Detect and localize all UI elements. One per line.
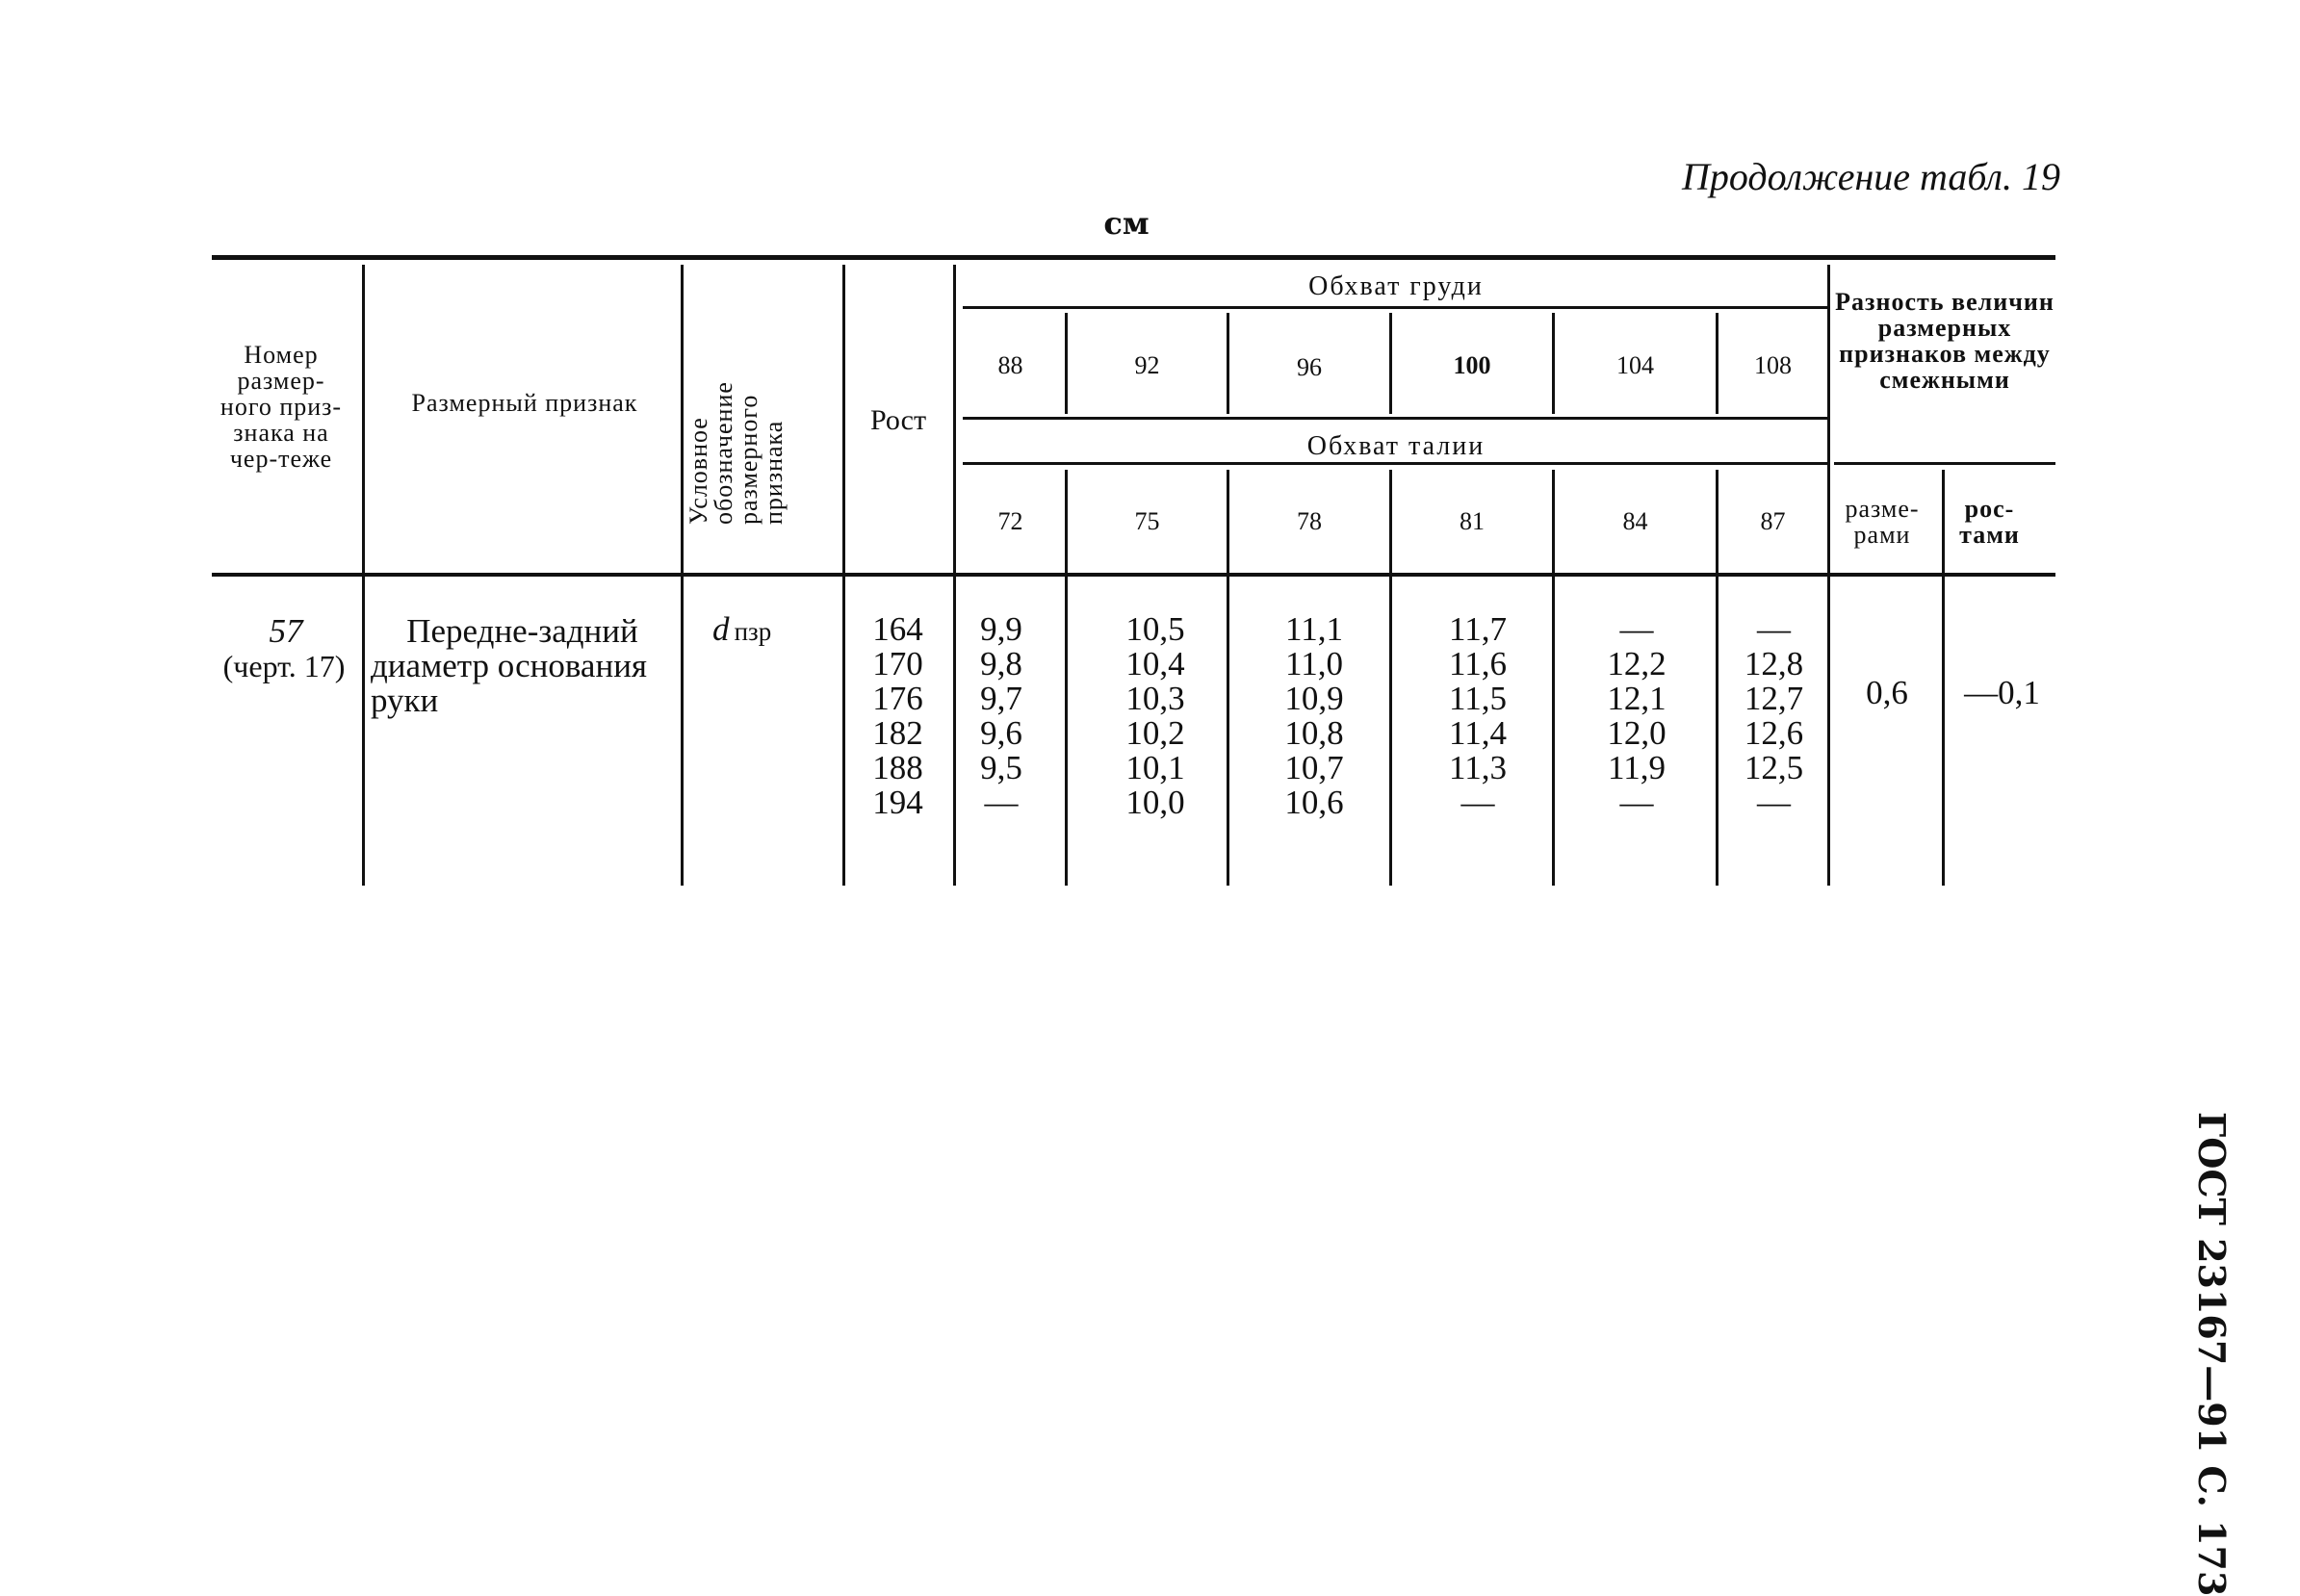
waist-value: 78	[1297, 507, 1322, 535]
feature-line: диаметр основания	[371, 647, 648, 684]
value-cell: —	[1619, 784, 1654, 821]
value-cell: 12,5	[1744, 749, 1804, 786]
value-cell: 12,2	[1607, 645, 1667, 682]
value-cell: —	[984, 784, 1019, 821]
value-cell: 11,7	[1449, 610, 1507, 648]
col-divider	[842, 265, 845, 886]
value-cell: 10,1	[1125, 749, 1185, 786]
value-cell: 11,0	[1285, 645, 1343, 682]
header-height: Рост	[869, 404, 927, 436]
height-value: 164	[872, 610, 923, 648]
value-cell: 10,4	[1125, 645, 1185, 682]
value-column-88	[963, 612, 1040, 820]
feature-line: Передне-задний	[406, 612, 638, 650]
diff-sizes-value: 0,6	[1866, 674, 1908, 711]
value-cell: 10,0	[1125, 784, 1185, 821]
chest-value: 88	[997, 351, 1023, 379]
value-cell: 11,5	[1449, 680, 1507, 717]
value-cell: 12,1	[1607, 680, 1667, 717]
value-column-92	[1107, 612, 1203, 820]
value-cell: 9,6	[980, 714, 1022, 752]
chest-value: 96	[1297, 353, 1322, 381]
height-values	[852, 612, 943, 820]
chest-value: 108	[1754, 351, 1792, 379]
header-diff-sizes: разме-рами	[1845, 495, 1920, 549]
value-cell: —	[1619, 610, 1654, 648]
symbol	[712, 612, 838, 647]
value-cell: —	[1757, 784, 1791, 821]
col-divider	[362, 265, 365, 886]
header-chest-label: Обхват груди	[1308, 271, 1484, 301]
header-number: Номер размер-ного приз-знака на чер-теже	[220, 341, 343, 473]
waist-rule	[963, 462, 1829, 465]
value-cell: 12,6	[1744, 714, 1804, 752]
value-column-108	[1728, 612, 1820, 820]
value-cell: 10,6	[1284, 784, 1344, 821]
row-number: 57	[269, 612, 303, 650]
value-cell: 9,9	[980, 610, 1022, 648]
waist-value: 75	[1134, 507, 1160, 535]
feature-line: руки	[371, 682, 439, 719]
height-value: 194	[872, 784, 923, 821]
diff-heights-value: —0,1	[1964, 674, 2040, 711]
value-cell: 12,7	[1744, 680, 1804, 717]
value-cell: 11,9	[1608, 749, 1666, 786]
value-column-104	[1589, 612, 1685, 820]
waist-value: 81	[1460, 507, 1485, 535]
value-cell: 9,5	[980, 749, 1022, 786]
height-value: 182	[872, 714, 923, 752]
value-column-100	[1430, 612, 1526, 820]
header-waist-label: Обхват талии	[1306, 431, 1486, 461]
chest-value: 92	[1134, 351, 1160, 379]
chest-value: 104	[1616, 351, 1654, 379]
value-cell: —	[1757, 610, 1791, 648]
value-cell: 10,8	[1284, 714, 1344, 752]
value-cell: 10,2	[1125, 714, 1185, 752]
header-symbol: Условное обозначение размерного признака	[685, 381, 788, 525]
waist-value: 72	[997, 507, 1023, 535]
header-difference: Разность величин размерных признаков между смежными	[1835, 288, 2054, 394]
value-column-96	[1266, 612, 1362, 820]
symbol-letter: d	[712, 610, 730, 648]
value-cell: 10,9	[1284, 680, 1344, 717]
diff-rule	[1834, 462, 2055, 465]
value-cell: 9,7	[980, 680, 1022, 717]
waist-value: 84	[1622, 507, 1648, 535]
value-cell: 11,3	[1449, 749, 1507, 786]
page-running-head: ГОСТ 23167—91 С. 173	[2190, 1112, 2234, 1596]
mid-rule	[963, 417, 1829, 420]
chest-value: 100	[1453, 351, 1491, 379]
header-diff-heights: рос-тами	[1959, 495, 2020, 549]
col-divider	[681, 265, 684, 886]
value-cell: 11,1	[1285, 610, 1343, 648]
height-value: 170	[872, 645, 923, 682]
height-value: 188	[872, 749, 923, 786]
value-cell: 12,0	[1607, 714, 1667, 752]
waist-value: 87	[1760, 507, 1786, 535]
col-divider	[1827, 265, 1830, 886]
value-cell: 10,3	[1125, 680, 1185, 717]
value-cell: —	[1460, 784, 1495, 821]
unit-label: см	[1103, 205, 1150, 242]
value-cell: 9,8	[980, 645, 1022, 682]
value-cell: 11,6	[1449, 645, 1507, 682]
chest-rule	[963, 306, 1829, 309]
value-cell: 11,4	[1449, 714, 1507, 752]
value-cell: 10,7	[1284, 749, 1344, 786]
symbol-subscript: пзр	[734, 617, 772, 646]
value-cell: 12,8	[1744, 645, 1804, 682]
top-rule	[212, 255, 2055, 260]
value-cell: 10,5	[1125, 610, 1185, 648]
header-feature: Размерный признак	[411, 389, 638, 417]
table-caption: Продолжение табл. 19	[1681, 155, 2060, 198]
header-bottom-rule	[212, 573, 2055, 577]
col-divider	[1942, 470, 1945, 886]
row-reference: (черт. 17)	[222, 649, 346, 683]
height-value: 176	[872, 680, 923, 717]
